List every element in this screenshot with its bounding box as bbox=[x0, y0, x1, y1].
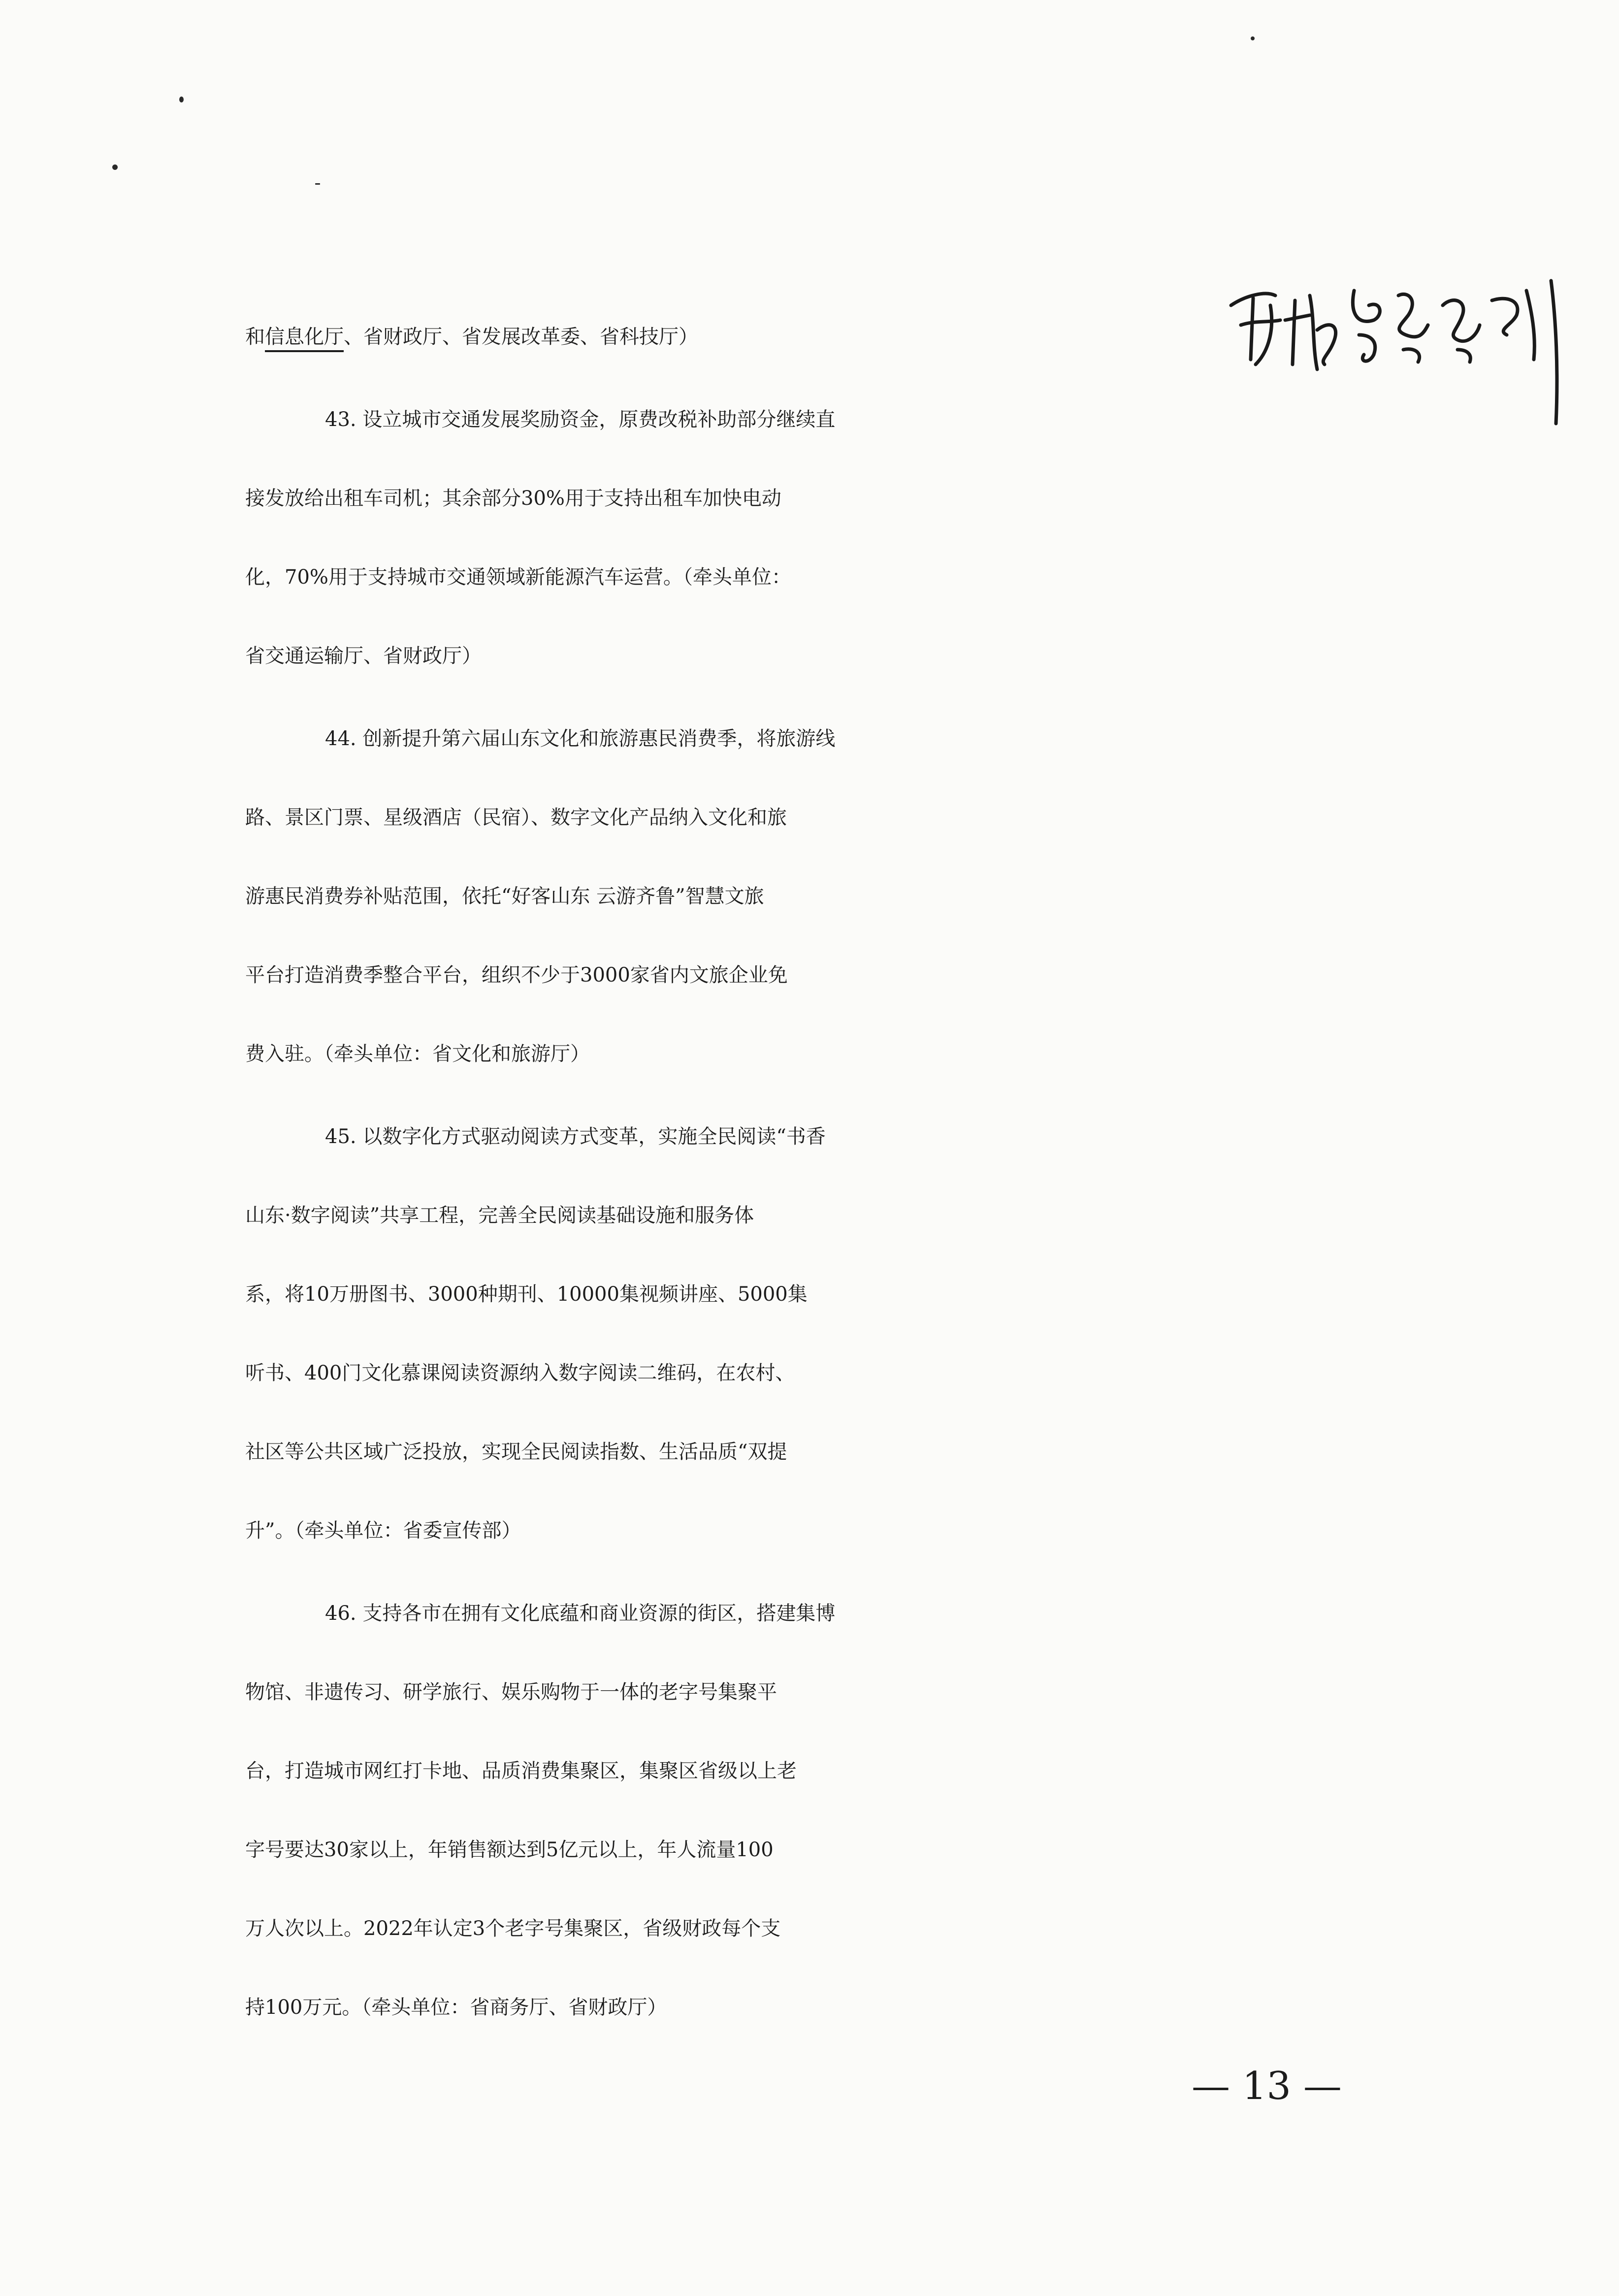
body-line: 平台打造消费季整合平台，组织不少于3000家省内文旅企业免 bbox=[245, 964, 788, 986]
body-line: 系，将10万册图书、3000种期刊、10000集视频讲座、5000集 bbox=[245, 1283, 808, 1306]
item-44-line: 44. 创新提升第六届山东文化和旅游惠民消费季，将旅游线 bbox=[325, 727, 836, 750]
body-line: 听书、400门文化慕课阅读资源纳入数字阅读二维码，在农村、 bbox=[245, 1362, 795, 1384]
item-46-line: 46. 支持各市在拥有文化底蕴和商业资源的街区，搭建集博 bbox=[325, 1602, 836, 1625]
body-line: 字号要达30家以上，年销售额达到5亿元以上，年人流量100 bbox=[245, 1838, 774, 1861]
body-line: 升”。（牵头单位：省委宣传部） bbox=[245, 1519, 521, 1542]
body-line: 接发放给出租车司机；其余部分30%用于支持出租车加快电动 bbox=[245, 487, 781, 510]
body-line: 省交通运输厅、省财政厅） bbox=[245, 645, 482, 667]
body-line: 物馆、非遗传习、研学旅行、娱乐购物于一体的老字号集聚平 bbox=[245, 1681, 777, 1704]
body-line: 路、景区门票、星级酒店（民宿）、数字文化产品纳入文化和旅 bbox=[245, 806, 787, 829]
body-line: 山东·数字阅读”共享工程，完善全民阅读基础设施和服务体 bbox=[245, 1204, 754, 1227]
line-1-struck-text: 信息化厅 bbox=[265, 326, 344, 348]
body-line: 万人次以上。2022年认定3个老字号集聚区，省级财政每个支 bbox=[245, 1917, 781, 1940]
line-1-lead: 和 bbox=[245, 326, 265, 348]
scan-speck bbox=[1251, 36, 1255, 40]
line-1-rest: 、省财政厅、省发展改革委、省科技厅） bbox=[344, 326, 698, 348]
body-line: 台，打造城市网红打卡地、品质消费集聚区，集聚区省级以上老 bbox=[245, 1760, 797, 1782]
item-43-line: 43. 设立城市交通发展奖励资金，原费改税补助部分继续直 bbox=[325, 408, 836, 431]
item-45-line: 45. 以数字化方式驱动阅读方式变革，实施全民阅读“书香 bbox=[325, 1125, 826, 1148]
body-line: 化，70%用于支持城市交通领域新能源汽车运营。（牵头单位： bbox=[245, 566, 791, 589]
body-line-1 bbox=[245, 307, 1378, 366]
body-line: 费入驻。（牵头单位：省文化和旅游厅） bbox=[245, 1043, 590, 1065]
body-line: 游惠民消费券补贴范围，依托“好客山东 云游齐鲁”智慧文旅 bbox=[245, 885, 764, 908]
page-number: — 13 — bbox=[1192, 2064, 1342, 2108]
scan-speck bbox=[179, 97, 184, 102]
body-line: 社区等公共区域广泛投放，实现全民阅读指数、生活品质“双提 bbox=[245, 1441, 787, 1463]
scan-speck bbox=[112, 164, 118, 170]
body-line: 持100万元。（牵头单位：省商务厅、省财政厅） bbox=[245, 1996, 667, 2019]
scan-speck bbox=[315, 183, 320, 185]
